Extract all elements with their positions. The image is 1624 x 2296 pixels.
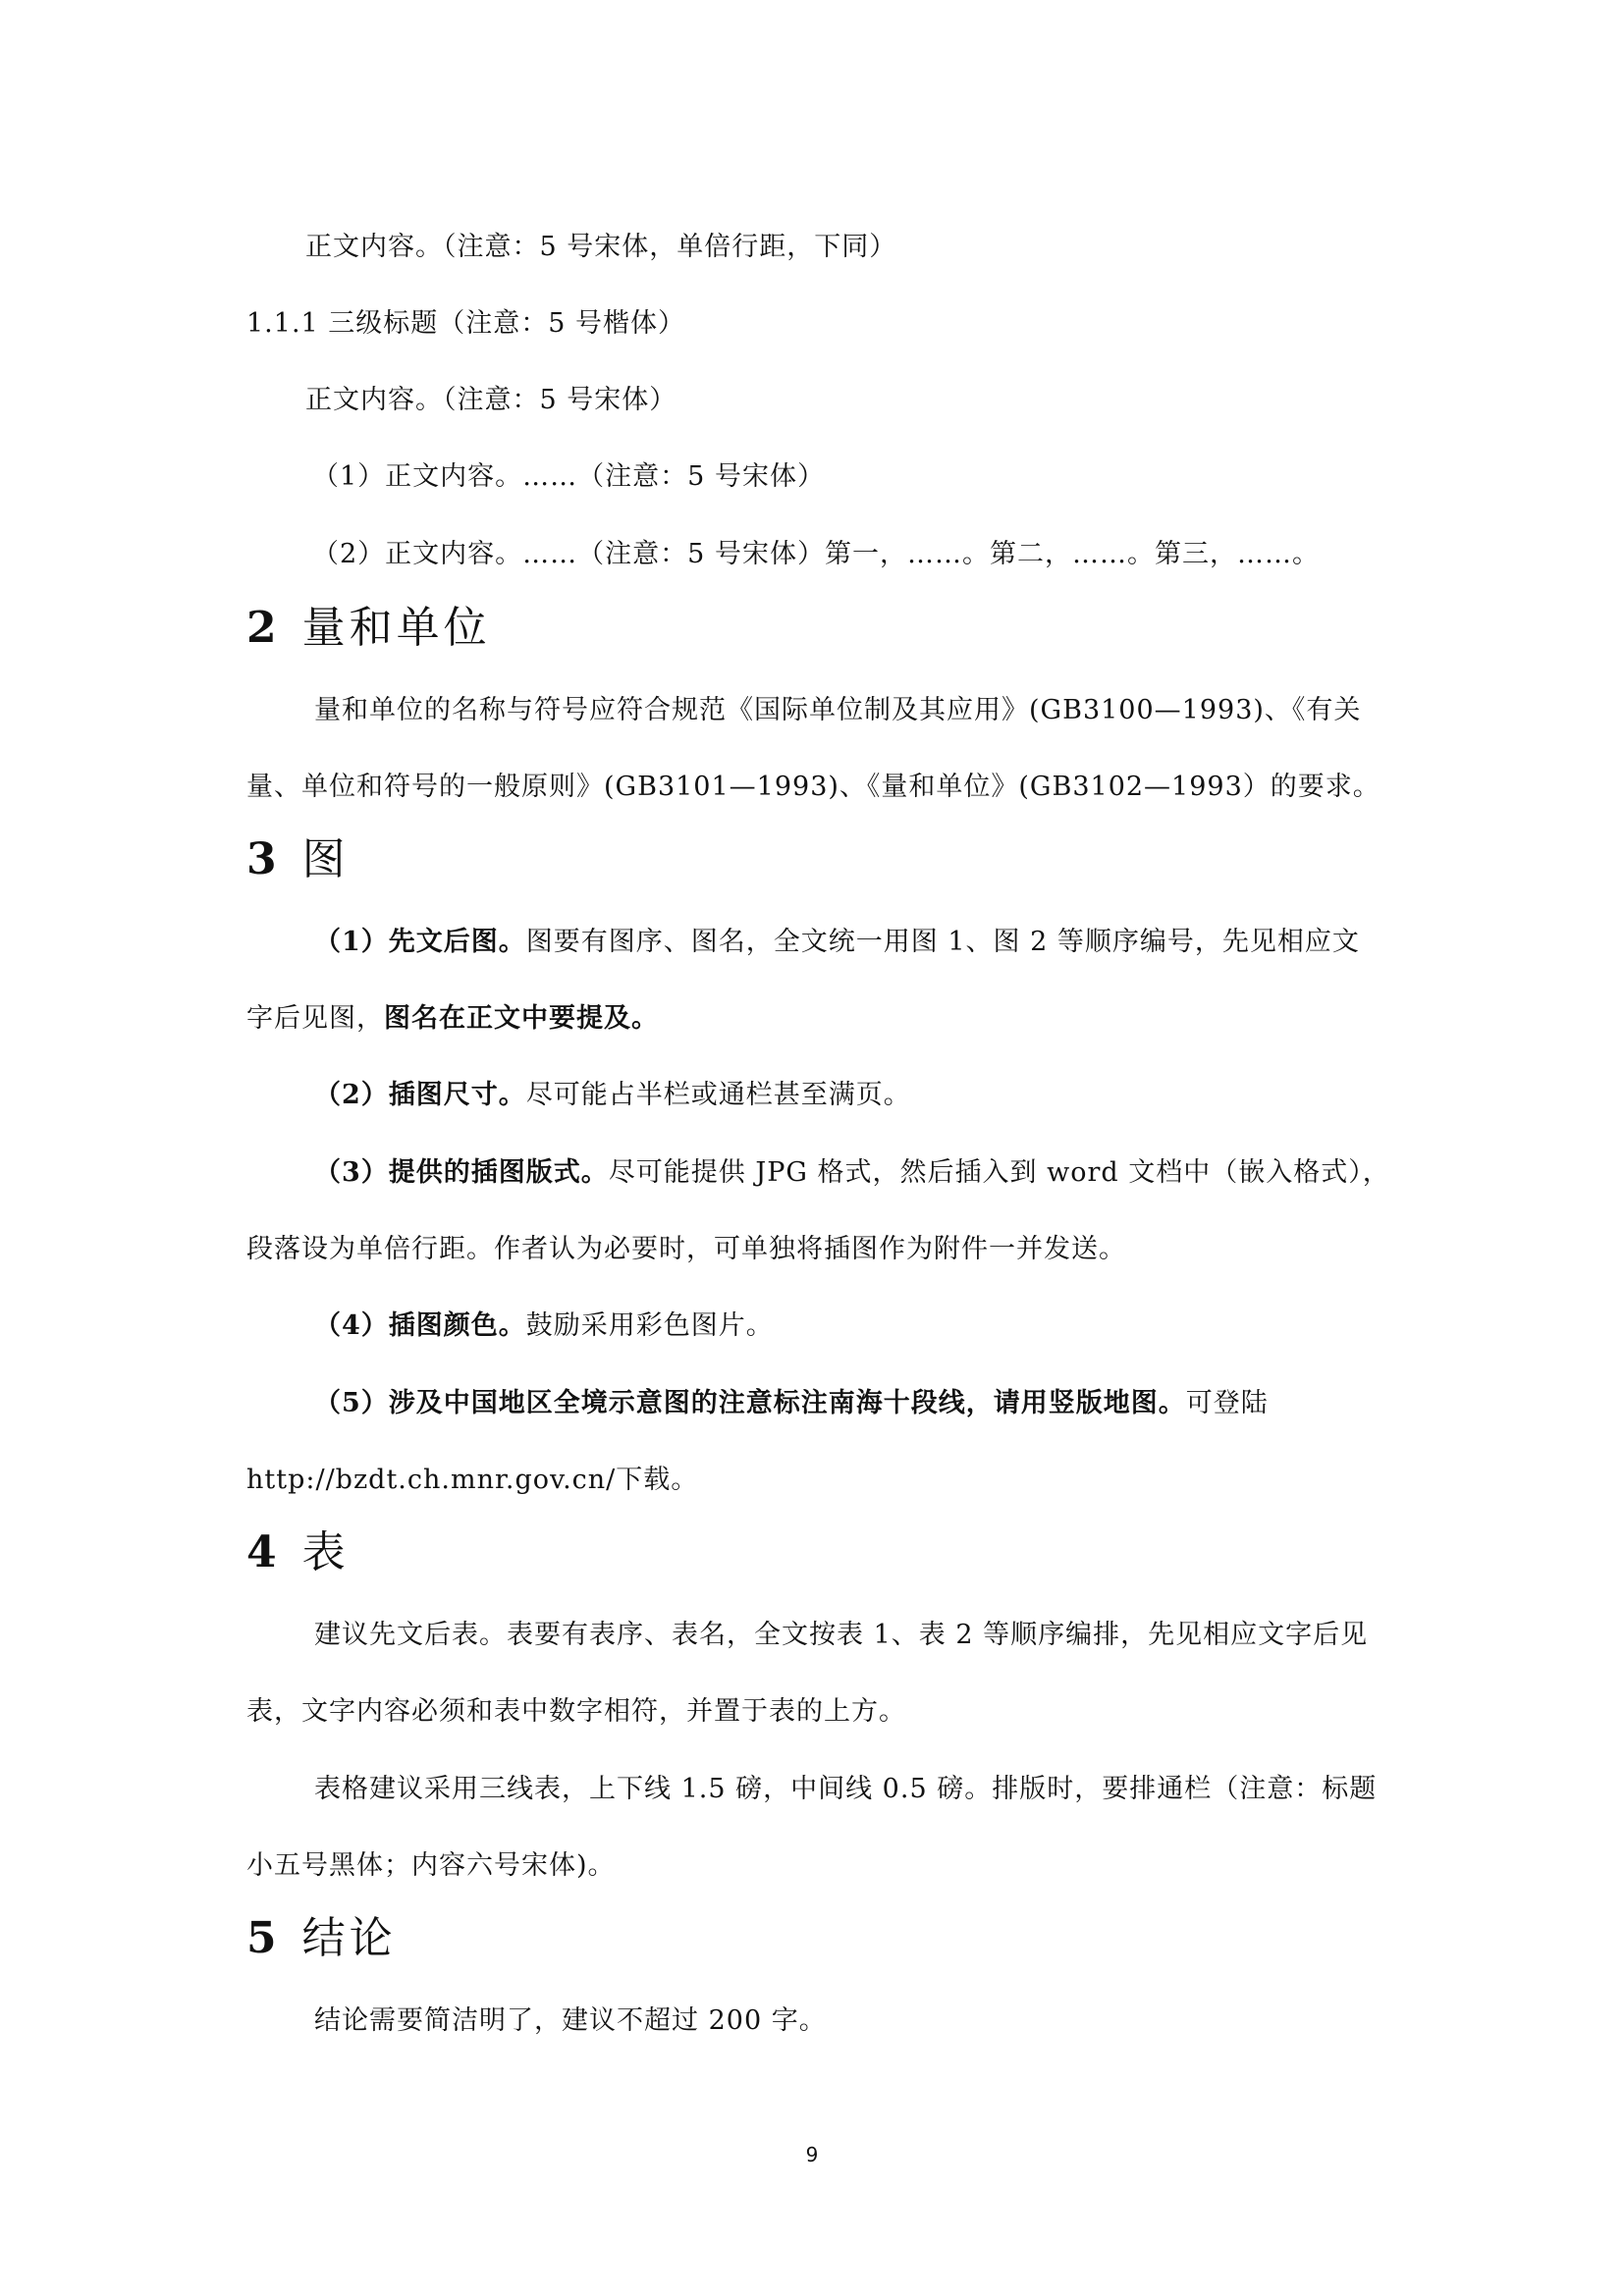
body-text-line: 正文内容。（注意：5 号宋体） [305,385,677,415]
body-text-line: 小五号黑体；内容六号宋体)。 [246,1850,616,1881]
list-item: （2）正文内容。……（注意：5 号宋体）第一，……。第二，……。第三，……。 [312,539,1320,569]
section-heading-3 [246,830,350,889]
figure-rule-title: （4）插图颜色。 [314,1310,526,1341]
figure-rule-text: 字后见图， [246,1003,384,1034]
body-text-line: 正文内容。（注意：5 号宋体，单倍行距，下同） [305,232,897,262]
figure-rule-continuation: 段落设为单倍行距。作者认为必要时，可单独将插图作为附件一并发送。 [246,1234,1126,1264]
figure-rule-item [314,1153,1453,1193]
section-title: 表 [301,1527,350,1577]
list-item: （1）正文内容。……（注意：5 号宋体） [312,461,825,492]
figure-rule-title: （3）提供的插图版式。 [314,1157,609,1188]
body-text-line: 建议先文后表。表要有表序、表名，全文按表 1、表 2 等顺序编排，先见相应文字后见 [314,1620,1369,1650]
figure-rule-title: （1）先文后图。 [314,927,526,957]
figure-rule-text: 尽可能占半栏或通栏甚至满页。 [525,1080,911,1110]
section-number: 3 [246,834,281,884]
figure-rule-item [314,1076,1453,1115]
section-heading-4 [246,1523,350,1582]
section-title: 量和单位 [301,603,491,653]
figure-rule-text: 可登陆 [1185,1388,1269,1418]
figure-rule-continuation [246,999,1385,1039]
section-number: 5 [246,1913,281,1963]
figure-rule-text: 尽可能提供 JPG 格式，然后插入到 word 文档中（嵌入格式）， [608,1157,1390,1188]
figure-rule-text: 鼓励采用彩色图片。 [525,1310,774,1341]
body-text-line: 表格建议采用三线表，上下线 1.5 磅，中间线 0.5 磅。排版时，要排通栏（注意：标题 [314,1774,1378,1804]
level3-heading: 1.1.1 三级标题（注意：5 号楷体） [246,308,686,339]
figure-rule-text: 图要有图序、图名，全文统一用图 1、图 2 等顺序编号，先见相应文 [525,927,1360,957]
figure-rule-title: （5）涉及中国地区全境示意图的注意标注南海十段线，请用竖版地图。 [314,1388,1186,1418]
section-title: 图 [301,834,350,884]
body-text-line: 表，文字内容必须和表中数字相符，并置于表的上方。 [246,1696,906,1727]
section-heading-2 [246,599,491,658]
figure-rule-item [314,1307,1453,1346]
figure-rule-emphasis: 图名在正文中要提及。 [384,1003,659,1034]
figure-rule-item [314,923,1453,962]
page-number: 9 [805,2143,819,2166]
section-title: 结论 [301,1913,397,1963]
body-text-line: 量、单位和符号的一般原则》(GB3101—1993)、《量和单位》(GB3102—1993）的要求。 [246,772,1380,802]
body-text-line: 结论需要简洁明了，建议不超过 200 字。 [314,2005,827,2036]
section-number: 2 [246,603,281,653]
map-download-link-text: http://bzdt.ch.mnr.gov.cn/下载。 [246,1465,699,1495]
figure-rule-item [314,1384,1453,1423]
body-text-line: 量和单位的名称与符号应符合规范《国际单位制及其应用》(GB3100—1993)、《有关 [314,695,1362,725]
section-number: 4 [246,1527,281,1577]
section-heading-5 [246,1909,397,1968]
figure-rule-title: （2）插图尺寸。 [314,1080,526,1110]
